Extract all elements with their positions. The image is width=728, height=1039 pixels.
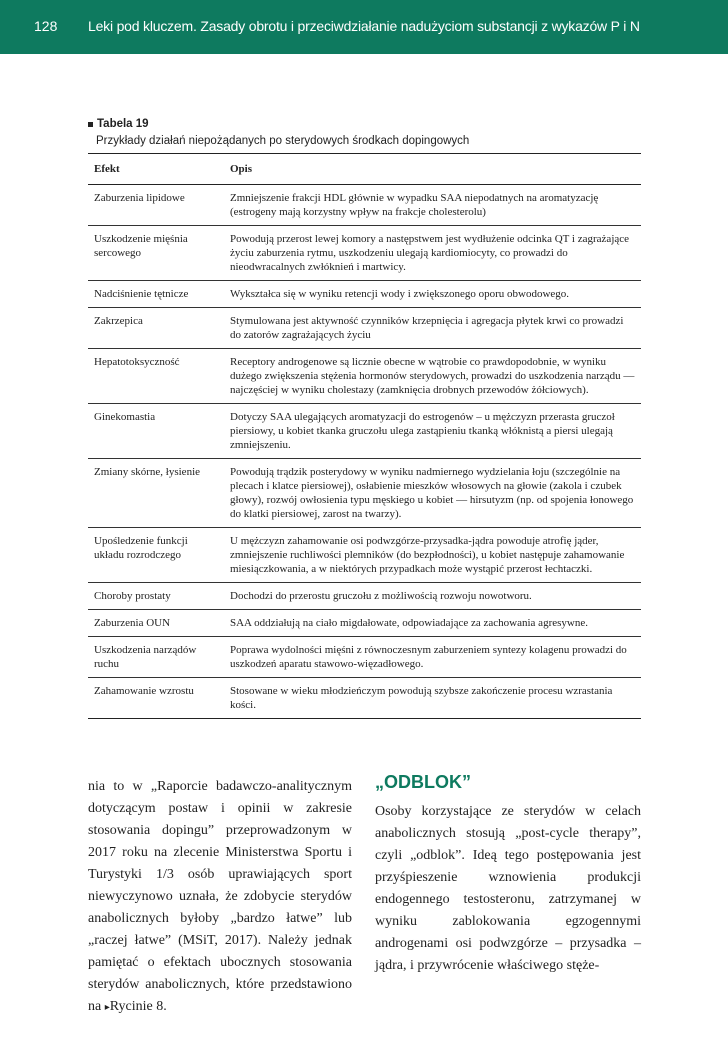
section-paragraph: Osoby korzystające ze sterydów w celach anabolicznych stosują „post-cycle therapy”, czyli „odblok”. Ideą tego postępowania jest przyśpieszenie wznowienia produkcji endogennego testosteronu, zatrzymanej w wyniku zablokowania egzogennymi androgenami osi podwzgórze – przysadka – jądra, i przywrócenie właściwego stęże-	[375, 804, 641, 973]
cell-description: Dotyczy SAA ulegających aromatyzacji do estrogenów – u mężczyzn przerasta gruczoł piersiowy, u kobiet tkanka gruczołu ulega zastąpieniu tkanką włóknistą a piersi ulegają zmniejszeniu.	[224, 404, 641, 459]
cell-effect: Zakrzepica	[88, 308, 224, 349]
cell-description: Receptory androgenowe są licznie obecne w wątrobie co prawdopodobnie, w wyniku dużego zwiększenia stężenia hormonów sterydowych, prowadzi do uszkodzenia narządu — najczęściej w wyniku cholestazy (zamknięcia drobnych przewodów żółciowych).	[224, 349, 641, 404]
table-caption: Przykłady działań niepożądanych po sterydowych środkach dopingowych	[96, 135, 470, 147]
table-row	[88, 349, 641, 404]
cell-description: Zmniejszenie frakcji HDL głównie w wypadku SAA niepodatnych na aromatyzację (estrogeny mają korzystny wpływ na frakcje cholesterolu)	[224, 185, 641, 226]
cell-description: SAA oddziałują na ciało migdałowate, odpowiadające za zachowania agresywne.	[224, 610, 641, 637]
table-row	[88, 281, 641, 308]
cell-effect: Ginekomastia	[88, 404, 224, 459]
body-text-right-column	[375, 772, 641, 977]
table-block	[88, 118, 641, 719]
table-row	[88, 610, 641, 637]
table-label	[88, 118, 641, 130]
square-bullet-icon	[88, 122, 93, 127]
table-row	[88, 404, 641, 459]
cell-effect: Uszkodzenia narządów ruchu	[88, 637, 224, 678]
side-effects-table	[88, 153, 641, 719]
cell-description: U mężczyzn zahamowanie osi podwzgórze-przysadka-jądra powoduje atrofię jąder, zmniejszenie ruchliwości plemników (do bezpłodności), u kobiet następuje zahamowanie miesiączkowania, a w niektórych przypadkach może wystąpić przerost łechtaczki.	[224, 528, 641, 583]
cell-description: Poprawa wydolności mięśni z równoczesnym zaburzeniem syntezy kolagenu prowadzi do uszkodzeń aparatu stawowo-więzadłowego.	[224, 637, 641, 678]
table-row	[88, 226, 641, 281]
cell-description: Wykształca się w wyniku retencji wody i zwiększonego oporu obwodowego.	[224, 281, 641, 308]
table-row	[88, 583, 641, 610]
cell-effect: Nadciśnienie tętnicze	[88, 281, 224, 308]
header-effect: Efekt	[88, 154, 224, 185]
table-header-row	[88, 154, 641, 185]
cell-effect: Upośledzenie funkcji układu rozrodczego	[88, 528, 224, 583]
cell-effect: Zaburzenia OUN	[88, 610, 224, 637]
header-description: Opis	[224, 154, 641, 185]
cell-effect: Choroby prostaty	[88, 583, 224, 610]
cell-description: Powodują trądzik posterydowy w wyniku nadmiernego wydzielania łoju (szczególnie na plecach i klatce piersiowej), osłabienie mieszków włosowych na głowie (zakola i czubek głowy), rozwój owłosienia typu męskiego u kobiet — hirsutyzm (np. od spojenia łonowego do klatki piersiowej, zarost na twarzy).	[224, 459, 641, 528]
table-row	[88, 637, 641, 678]
figure-reference-link[interactable]: Rycinie 8	[109, 999, 164, 1014]
page-number: 128	[34, 18, 58, 34]
cell-effect: Hepatotoksyczność	[88, 349, 224, 404]
cell-description: Stymulowana jest aktywność czynników krzepnięcia i agregacja płytek krwi co prowadzi do zatorów zagrażających życiu	[224, 308, 641, 349]
cell-description: Stosowane w wieku młodzieńczym powodują szybsze zakończenie procesu wzrastania kości.	[224, 678, 641, 719]
table-row	[88, 678, 641, 719]
table-row	[88, 185, 641, 226]
table-row	[88, 308, 641, 349]
body-paragraph: nia to w „Raporcie badawczo-analitycznym dotyczącym postaw i opinii w zakresie stosowania dopingu” przeprowadzonym w 2017 roku na zlecenie Ministerstwa Sportu i Turystyki 1/3 osób uprawiających sport niewyczynowo uznała, że zdobycie sterydów anabolicznych byłoby „bardzo łatwe” lub „raczej łatwe” (MSiT, 2017). Należy jednak pamiętać o efektach ubocznych stosowania sterydów anabolicznych, które przedstawiono na	[88, 779, 352, 1014]
cell-description: Dochodzi do przerostu gruczołu z możliwością rozwoju nowotworu.	[224, 583, 641, 610]
cell-effect: Zahamowanie wzrostu	[88, 678, 224, 719]
cell-description: Powodują przerost lewej komory a następstwem jest wydłużenie odcinka QT i zagrażające życiu zaburzenia rytmu, uszkodzeniu ulegają kardiomiocyty, co prowadzi do nieodwracalnych zwłóknień i martwicy.	[224, 226, 641, 281]
sentence-end: .	[163, 999, 167, 1014]
cell-effect: Uszkodzenie mięśnia sercowego	[88, 226, 224, 281]
cell-effect: Zaburzenia lipidowe	[88, 185, 224, 226]
section-heading: „ODBLOK”	[375, 772, 471, 792]
running-title: Leki pod kluczem. Zasady obrotu i przeciwdziałanie nadużyciom substancji z wykazów P i N	[88, 18, 640, 34]
table-row	[88, 459, 641, 528]
table-label-text: Tabela 19	[97, 118, 149, 130]
running-header	[0, 0, 728, 54]
cross-reference-arrow-icon: ▸	[104, 1002, 110, 1013]
table-row	[88, 528, 641, 583]
cell-effect: Zmiany skórne, łysienie	[88, 459, 224, 528]
body-text-left-column	[88, 776, 352, 1019]
